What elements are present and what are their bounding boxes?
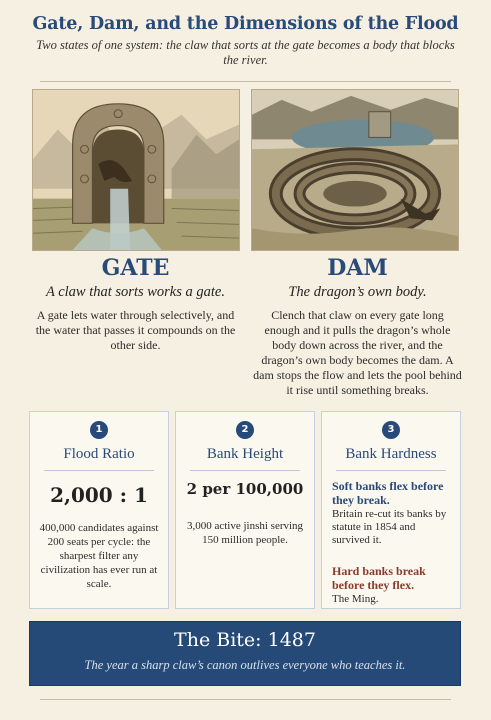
page-subtitle: Two states of one system: the claw that sorts at the gate becomes a body that blocks the river. [36, 38, 455, 67]
flood-ratio-card [29, 411, 169, 609]
card-number-badge: 2 [236, 421, 254, 439]
hard-banks-heading: Hard banks break before they flex. [332, 564, 426, 592]
card-divider [44, 470, 154, 471]
bank-height-stat: 2 per 100,000 [186, 480, 304, 498]
page-header [0, 0, 491, 68]
gate-column [23, 255, 248, 353]
bank-hardness-card [321, 411, 461, 609]
card-title: Bank Height [206, 446, 284, 462]
card-title: Bank Hardness [345, 446, 437, 462]
footer-divider [40, 699, 451, 700]
header-divider [40, 81, 451, 82]
card-divider [190, 470, 300, 471]
gate-heading: GATE [101, 255, 170, 281]
page-title: Gate, Dam, and the Dimensions of the Flood [32, 14, 459, 34]
banner-title: The Bite: 1487 [174, 629, 316, 651]
gate-illustration [32, 89, 240, 251]
gate-body: A gate lets water through selectively, and the water that passes it compounds on the other side. [35, 308, 236, 352]
soft-banks-heading: Soft banks flex before they break. [332, 479, 444, 507]
card-number-badge: 1 [90, 421, 108, 439]
dam-heading: DAM [327, 255, 388, 281]
card-divider [336, 470, 446, 471]
flood-ratio-stat: 2,000 : 1 [50, 483, 148, 507]
card-body: 3,000 active jinshi serving 150 million people. [186, 520, 304, 546]
soft-banks-text: Britain re-cut its banks by statute in 1854 and survived it. [332, 508, 447, 546]
card-number-badge: 3 [382, 421, 400, 439]
card-title: Flood Ratio [63, 446, 135, 462]
banner-subtitle: The year a sharp claw’s canon outlives everyone who teaches it. [84, 658, 406, 672]
dam-tagline: The dragon’s own body. [288, 284, 427, 300]
dam-column [245, 255, 470, 398]
dam-illustration [251, 89, 459, 251]
bank-height-card [175, 411, 315, 609]
card-body: 400,000 candidates against 200 seats per cycle: the sharpest filter any civilization has ever run at scale. [39, 522, 159, 590]
hard-banks-text: The Ming. [332, 593, 379, 605]
dam-body: Clench that claw on every gate long enough and it pulls the dragon’s whole body down across the river, and the dragon’s own body becomes the dam. A dam stops the flow and lets the pool behind it rise until something breaks. [253, 308, 462, 397]
gate-tagline: A claw that sorts works a gate. [46, 284, 225, 300]
bite-banner [29, 621, 461, 686]
